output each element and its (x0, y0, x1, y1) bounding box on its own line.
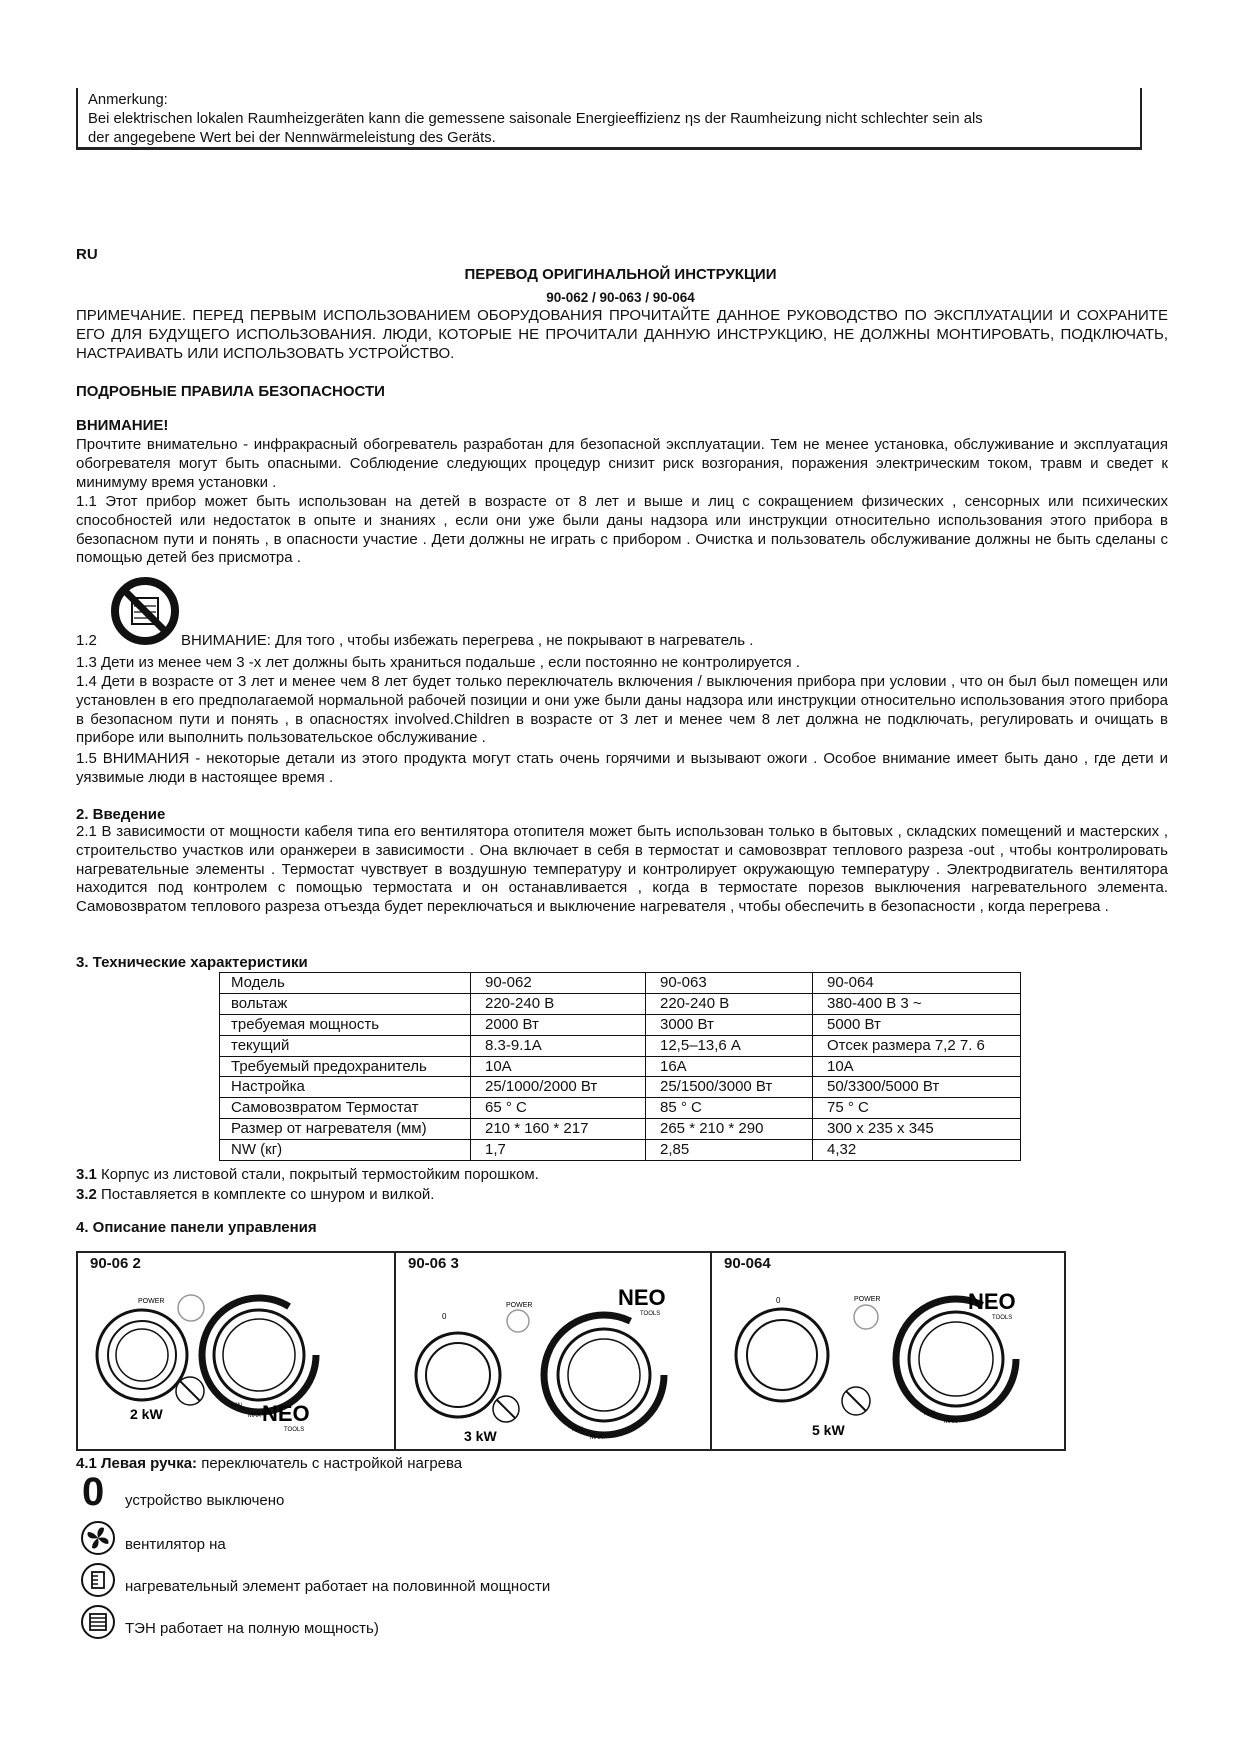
language-code: RU (76, 246, 98, 263)
specs-cell: 90-064 (813, 973, 1021, 994)
specs-row (220, 1140, 1021, 1161)
specs-cell: 10А (813, 1056, 1021, 1077)
specs-cell: 12,5–13,6 А (646, 1035, 813, 1056)
specs-cell: 25/1000/2000 Вт (471, 1077, 646, 1098)
spec-note-3-1 (76, 1166, 539, 1183)
knob-max-label: MAX (590, 1435, 604, 1441)
specs-row-label: Самовозвратом Термостат (220, 1098, 471, 1119)
legend-item-text: нагревательный элемент работает на половинной мощности (125, 1578, 551, 1595)
specs-cell: 5000 Вт (813, 1014, 1021, 1035)
specs-row (220, 993, 1021, 1014)
specs-cell: 65 ° C (471, 1098, 646, 1119)
brand-sub: TOOLS (284, 1427, 305, 1433)
specs-table (219, 972, 1021, 1161)
power-label: POWER (854, 1296, 881, 1303)
specs-row (220, 1056, 1021, 1077)
safety-1-5: 1.5 ВНИМАНИЯ - некоторые детали из этого продукта могут стать очень горячими и вызывают ожоги . Особое внимание имеет быть дано , где дети и уязвимые люди в настоящее время . (76, 750, 1168, 786)
legend-item-text: устройство выключено (125, 1492, 285, 1509)
right-knob-icon (544, 1315, 664, 1435)
fan-icon (80, 1520, 116, 1556)
specs-row-label: требуемая мощность (220, 1014, 471, 1035)
right-knob-icon (202, 1298, 316, 1412)
specs-cell: 50/3300/5000 Вт (813, 1077, 1021, 1098)
specs-row-label: текущий (220, 1035, 471, 1056)
legend-item-text: ТЭН работает на полную мощность) (125, 1620, 379, 1637)
specs-cell: 8.3-9.1А (471, 1035, 646, 1056)
left-knob-icon (736, 1309, 828, 1401)
safety-heading: ПОДРОБНЫЕ ПРАВИЛА БЕЗОПАСНОСТИ (76, 383, 385, 400)
specs-row (220, 1098, 1021, 1119)
intro-2-1: 2.1 В зависимости от мощности кабеля типа его вентилятора отопителя может быть использован только в бытовых , складских помещений и мастерских , строительство участков или оранжереи в зависимости . Она включает в себя в термостат и самовозврат теплового разреза -out , чтобы контролировать нагревательные элементы . Термостат чувствует в воздушную температуру и контролирует окружающую температуру . Электродвигатель вентилятора находится под контролем с помощью термостата и он останавливается , когда в термостате порезов выключения нагревательного элемента. Самовозвратом теплового разреза отъезда будет переключаться и выключение нагревателя , чтобы обеспечить в безопасности , когда перегрева . (76, 823, 1168, 916)
specs-row-label: Модель (220, 973, 471, 994)
safety-1-1: 1.1 Этот прибор может быть использован на детей в возрасте от 8 лет и выше и лиц с сокращением физических , сенсорных или психических способностей или недостаток в опыте и знаниях , если они уже были даны надзора или инструкции относительно использования этого прибора в безопасном пути и понять , в опасности участие . Дети должны не играть с прибором . Очистка и пользователь обслуживание должны не быть сделаны с помощью детей без присмотра . (76, 493, 1168, 567)
attention-heading: ВНИМАНИЕ! (76, 417, 169, 434)
specs-cell: 75 ° C (813, 1098, 1021, 1119)
spec-note-3-1-text: Корпус из листовой стали, покрытый термостойким порошком. (96, 1166, 539, 1183)
specs-heading: 3. Технические характеристики (76, 954, 308, 971)
specs-cell: 2,85 (646, 1140, 813, 1161)
specs-cell: 265 * 210 * 290 (646, 1119, 813, 1140)
note-title: Anmerkung: (88, 92, 168, 108)
specs-cell: 1,7 (471, 1140, 646, 1161)
zero-mark: 0 (776, 1296, 781, 1305)
legend-item-text: вентилятор на (125, 1536, 226, 1553)
left-knob-icon (416, 1333, 500, 1417)
legend-lead-text: переключатель с настройкой нагрева (197, 1455, 463, 1472)
specs-cell: 90-063 (646, 973, 813, 994)
specs-row-label: Размер от нагревателя (мм) (220, 1119, 471, 1140)
specs-cell: 300 x 235 x 345 (813, 1119, 1021, 1140)
brand-logo: NEO (968, 1289, 1016, 1314)
spec-note-3-2-text: Поставляется в комплекте со шнуром и вилкой. (96, 1186, 435, 1203)
specs-row-label: Требуемый предохранитель (220, 1056, 471, 1077)
specs-cell: 220-240 В (471, 993, 646, 1014)
safety-1-3: 1.3 Дети из менее чем 3 -х лет должны быть храниться подальше , если постоянно не контролируется . (76, 654, 800, 671)
specs-row (220, 1035, 1021, 1056)
panel-label: 90-064 (724, 1255, 771, 1272)
knob-min-label: MIN (572, 1427, 583, 1433)
brand-sub: TOOLS (640, 1311, 661, 1317)
safety-1-2: ВНИМАНИЕ: Для того , чтобы избежать перегрева , не покрывают в нагреватель . (181, 632, 754, 649)
preface-note: ПРИМЕЧАНИЕ. ПЕРЕД ПЕРВЫМ ИСПОЛЬЗОВАНИЕМ ОБОРУДОВАНИЯ ПРОЧИТАЙТЕ ДАННОЕ РУКОВОДСТВО ПО ЭКСПЛУАТАЦИИ И СОХРАНИТЕ ЕГО ДЛЯ БУДУЩЕГО ИСПОЛЬЗОВАНИЯ. ЛЮДИ, КОТОРЫЕ НЕ ПРОЧИТАЛИ ДАННУЮ ИНСТРУКЦИЮ, НЕ ДОЛЖНЫ МОНТИРОВАТЬ, ПОДКЛЮЧАТЬ, НАСТРАИВАТЬ ИЛИ ИСПОЛЬЗОВАТЬ УСТРОЙСТВО. (76, 307, 1168, 362)
specs-row-label: Настройка (220, 1077, 471, 1098)
specs-cell: 220-240 В (646, 993, 813, 1014)
power-lamp-icon (178, 1295, 204, 1321)
panel-90-062 (78, 1253, 396, 1449)
safety-1-2-number: 1.2 (76, 632, 97, 649)
legend-lead-bold: 4.1 Левая ручка: (76, 1455, 198, 1472)
zero-icon: 0 (82, 1470, 105, 1514)
doc-title: ПЕРЕВОД ОРИГИНАЛЬНОЙ ИНСТРУКЦИИ (464, 266, 777, 283)
full-power-icon (80, 1604, 116, 1640)
specs-cell: 210 * 160 * 217 (471, 1119, 646, 1140)
power-label: POWER (138, 1298, 165, 1305)
knob-max-label: MAX (944, 1419, 958, 1425)
left-knob-icon (97, 1310, 187, 1400)
knob-min-label: MIN (231, 1403, 242, 1409)
brand-logo: NEO (262, 1401, 310, 1426)
panel-label: 90-06 3 (408, 1255, 459, 1272)
panel-90-064 (712, 1253, 1064, 1449)
no-cover-warning-icon (104, 576, 186, 646)
brand-sub: TOOLS (992, 1315, 1013, 1321)
control-panels (76, 1251, 1066, 1451)
power-lamp-icon (854, 1305, 878, 1329)
specs-row (220, 1119, 1021, 1140)
specs-row (220, 1077, 1021, 1098)
specs-cell: 3000 Вт (646, 1014, 813, 1035)
knob-max-label: MAX (248, 1413, 262, 1419)
power-rating: 5 kW (812, 1422, 845, 1438)
note-line-2: der angegebene Wert bei der Nennwärmeleistung des Geräts. (88, 130, 496, 146)
specs-cell: 85 ° C (646, 1098, 813, 1119)
spec-note-3-2 (76, 1186, 434, 1203)
specs-cell: 4,32 (813, 1140, 1021, 1161)
specs-cell: Отсек размера 7,2 7. 6 (813, 1035, 1021, 1056)
spec-note-3-1-number: 3.1 (76, 1166, 97, 1183)
power-label: POWER (506, 1302, 533, 1309)
legend-lead (76, 1455, 462, 1472)
specs-cell: 380-400 В 3 ~ (813, 993, 1021, 1014)
specs-cell: 10А (471, 1056, 646, 1077)
power-rating: 2 kW (130, 1406, 163, 1422)
specs-row (220, 1014, 1021, 1035)
brand-logo: NEO (618, 1285, 666, 1310)
power-rating: 3 kW (464, 1428, 497, 1444)
note-line-1: Bei elektrischen lokalen Raumheizgeräten kann die gemessene saisonale Energieeffizienz ηs der Raumheizung nicht schlechter sein als (88, 111, 983, 127)
panel-heading: 4. Описание панели управления (76, 1219, 317, 1236)
doc-models: 90-062 / 90-063 / 90-064 (546, 290, 695, 305)
power-lamp-icon (507, 1310, 529, 1332)
specs-cell: 90-062 (471, 973, 646, 994)
spec-note-3-2-number: 3.2 (76, 1186, 97, 1203)
specs-row (220, 973, 1021, 994)
zero-mark: 0 (442, 1312, 447, 1321)
specs-row-label: NW (кг) (220, 1140, 471, 1161)
half-power-icon (80, 1562, 116, 1598)
safety-1-4: 1.4 Дети в возрасте от 3 лет и менее чем 8 лет будет только переключатель включения / выключения прибора при условии , что он был был помещен или установлен в его предполагаемой нормальной рабочей позиции и они уже были даны надзора или инструкции относительно использования этого прибора в безопасном пути и понять , в опасностях involved.Children в возрасте от 3 лет и менее чем 8 лет должна не подключать, регулировать и очищать в приборе или выполнить пользовательское обслуживание . (76, 673, 1168, 747)
note-box (76, 88, 1142, 150)
safety-intro: Прочтите внимательно - инфракрасный обогреватель разработан для безопасной эксплуатации. Тем не менее установка, обслуживание и эксплуатация обогревателя могут быть опасными. Соблюдение следующих процедур снизит риск возгорания, поражения электрическим током, травм и сведет к минимуму время установки . (76, 436, 1168, 491)
panel-90-063 (396, 1253, 712, 1449)
specs-cell: 2000 Вт (471, 1014, 646, 1035)
specs-cell: 16А (646, 1056, 813, 1077)
knob-min-label: MIN (924, 1411, 935, 1417)
intro-heading: 2. Введение (76, 806, 166, 823)
specs-row-label: вольтаж (220, 993, 471, 1014)
specs-cell: 25/1500/3000 Вт (646, 1077, 813, 1098)
panel-label: 90-06 2 (90, 1255, 141, 1272)
